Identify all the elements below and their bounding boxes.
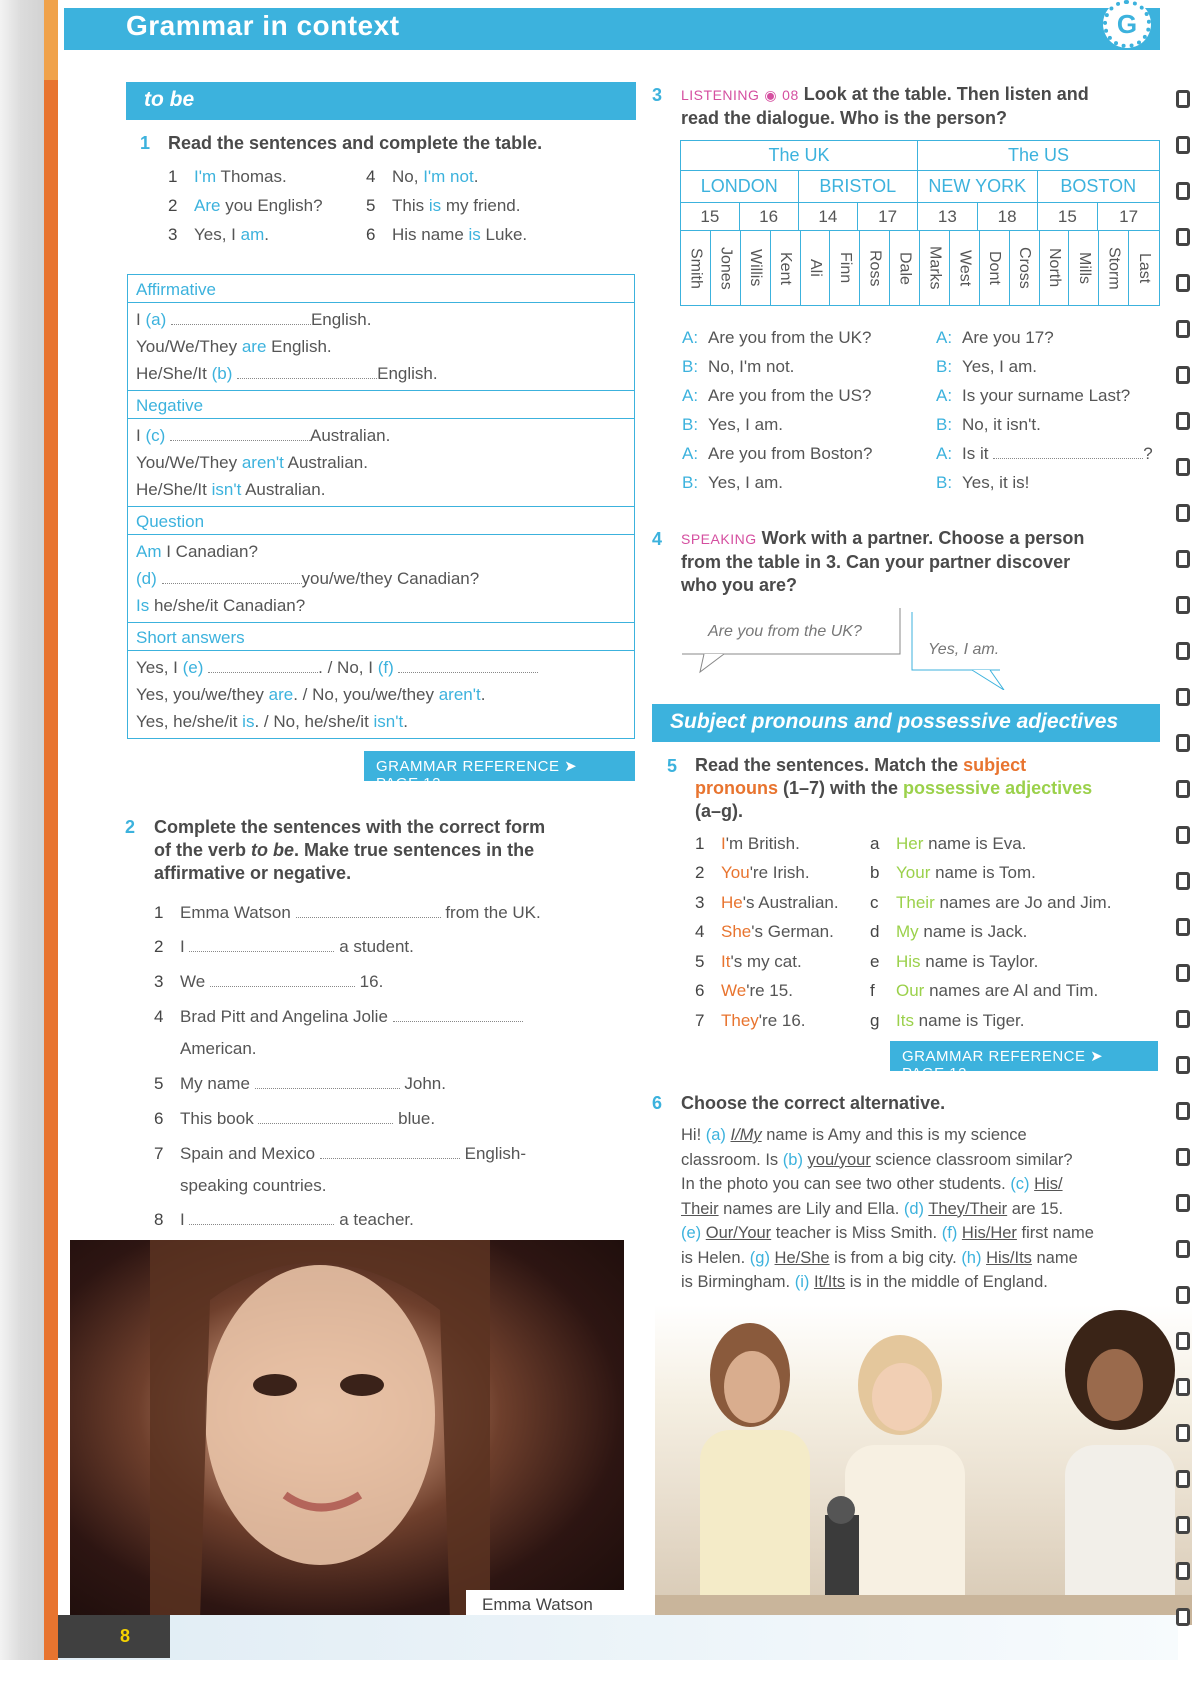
- table-heading-affirmative: Affirmative: [128, 275, 634, 303]
- ex6-text-segment: first name: [1016, 1224, 1094, 1242]
- binding-ring: [1176, 688, 1190, 706]
- photo-caption: Emma Watson: [466, 1590, 624, 1620]
- surname-cell: Smith: [681, 231, 711, 305]
- city-london: LONDON: [681, 171, 799, 202]
- listening-label: LISTENING: [681, 87, 760, 103]
- surname-cell: North: [1040, 231, 1070, 305]
- ex6-text-segment: is Helen.: [681, 1248, 750, 1267]
- neg-row-3: He/She/It isn't Australian.: [136, 480, 326, 499]
- ex5-left-2: 2 You're Irish.: [695, 863, 810, 882]
- binding-ring: [1176, 826, 1190, 844]
- ex6-line: [681, 1197, 1161, 1222]
- alternative-choice[interactable]: His/Her: [961, 1224, 1017, 1242]
- exercise-3-number: 3: [652, 85, 663, 105]
- gap-letter: (h): [961, 1248, 987, 1267]
- s-row-1: Yes, I (e) . / No, I (f): [136, 654, 626, 681]
- grammar-reference-link-2[interactable]: GRAMMAR REFERENCE ➤ PAGE 12: [890, 1041, 1158, 1071]
- binding-ring: [1176, 182, 1190, 200]
- table-heading-question: Question: [128, 507, 634, 535]
- exercise-1-instruction: Read the sentences and complete the table.: [168, 133, 543, 153]
- ex6-text-segment: name is Amy and this is my science: [761, 1126, 1027, 1144]
- exercise-4-instruction: SPEAKING Work with a partner. Choose a person from the table in 3. Can your partner discover who you are?: [681, 528, 1085, 595]
- ex2-item-3: 3 We 16.: [154, 972, 384, 991]
- dialogue-line: A: Are you from the US?: [682, 386, 872, 405]
- s-row-2: Yes, you/we/they are. / No, you/we/they aren't.: [136, 685, 486, 704]
- country-uk: The UK: [681, 141, 918, 170]
- gap-letter: (b): [782, 1150, 808, 1169]
- to-be-grammar-table: [127, 274, 635, 739]
- exercise-3-instruction: LISTENING ◉ 08 Look at the table. Then listen and read the dialogue. Who is the person?: [681, 84, 1089, 128]
- binding-ring: [1176, 964, 1190, 982]
- binding-ring: [1176, 1010, 1190, 1028]
- science-classroom-photo: [655, 1305, 1192, 1625]
- ex5-right-g: g Its name is Tiger.: [870, 1011, 1025, 1030]
- ex6-text-segment: classroom. Is: [681, 1150, 783, 1169]
- exercise-1-number: 1: [140, 133, 151, 153]
- ex6-text-segment: Hi!: [681, 1126, 706, 1144]
- neg-row-1: I (c) Australian.: [136, 426, 391, 445]
- ex1-item-3: 3 Yes, I am.: [168, 225, 269, 244]
- ex2-item-5: 5 My name John.: [154, 1074, 446, 1093]
- surname-cell: Jones: [711, 231, 741, 305]
- aff-row-1: I (a) English.: [136, 310, 372, 329]
- exercise-5-number: 5: [667, 756, 678, 776]
- ex5-right-c: c Their names are Jo and Jim.: [870, 893, 1112, 912]
- dialogue-line: A: Is it ?: [936, 444, 1153, 463]
- ex1-item-5: 5 This is my friend.: [366, 196, 521, 215]
- dialogue-line: A: Are you from the UK?: [682, 328, 872, 347]
- ex6-text-segment: is Birmingham.: [681, 1273, 795, 1291]
- dialogue-line: B: Yes, I am.: [682, 415, 783, 434]
- gap-letter: (f): [941, 1224, 962, 1242]
- dialogue-line: B: Yes, it is!: [936, 473, 1030, 492]
- ex6-text-segment: name: [1031, 1248, 1078, 1267]
- binding-ring: [1176, 366, 1190, 384]
- aff-row-3: He/She/It (b) English.: [136, 364, 438, 383]
- page-footer: [58, 1615, 1178, 1660]
- table-heading-short-answers: Short answers: [128, 623, 634, 651]
- surname-cell: Storm: [1099, 231, 1129, 305]
- age-cell: 16: [740, 203, 799, 230]
- ex1-item-1: 1 I'm Thomas.: [168, 167, 287, 186]
- binding-ring: [1176, 320, 1190, 338]
- speech-bubble-b: Yes, I am.: [928, 641, 1000, 658]
- city-new-york: NEW YORK: [918, 171, 1038, 202]
- ex2-item-6: 6 This book blue.: [154, 1109, 436, 1128]
- age-cell: 15: [681, 203, 740, 230]
- exercise-2-instruction: Complete the sentences with the correct form of the verb to be. Make true sentences in the affirmative or negative.: [154, 817, 546, 883]
- ex5-left-7: 7 They're 16.: [695, 1011, 806, 1030]
- age-cell: 14: [799, 203, 859, 230]
- binding-ring: [1176, 504, 1190, 522]
- speaking-label: SPEAKING: [681, 531, 757, 547]
- dialogue-line: B: No, it isn't.: [936, 415, 1041, 434]
- surname-cell: West: [950, 231, 980, 305]
- surname-cell: Finn: [830, 231, 860, 305]
- table-short-answer-rows: [128, 651, 634, 738]
- classroom-illustration: [655, 1305, 1192, 1625]
- exercise-6-number: 6: [652, 1093, 663, 1113]
- grammar-badge-icon: G: [1103, 0, 1151, 48]
- city-bristol: BRISTOL: [799, 171, 919, 202]
- ex5-right-a: a Her name is Eva.: [870, 834, 1027, 853]
- ex5-right-f: f Our names are Al and Tim.: [870, 981, 1099, 1000]
- ex5-right-d: d My name is Jack.: [870, 922, 1028, 941]
- ex2-item-1: 1 Emma Watson from the UK.: [154, 903, 541, 922]
- page-title: Grammar in context: [126, 10, 400, 41]
- binding-ring: [1176, 1332, 1190, 1350]
- alternative-choice[interactable]: It/Its: [813, 1273, 846, 1291]
- alternative-choice[interactable]: They/Their: [928, 1199, 1008, 1218]
- ex5-left-1: 1 I'm British.: [695, 834, 800, 853]
- surname-cell: Ali: [801, 231, 831, 305]
- binding-ring: [1176, 734, 1190, 752]
- country-us: The US: [1007, 145, 1070, 165]
- exercise-5-instruction: Read the sentences. Match the subject pronouns (1–7) with the possessive adjectives (a–g).: [695, 755, 1093, 821]
- binding-ring: [1176, 596, 1190, 614]
- dialogue-line: B: Yes, I am.: [936, 357, 1037, 376]
- binding-ring: [1176, 136, 1190, 154]
- grammar-reference-link-1[interactable]: GRAMMAR REFERENCE ➤ PAGE 12: [364, 751, 635, 781]
- age-cell: 18: [978, 203, 1038, 230]
- table-negative-rows: [128, 419, 634, 507]
- ex6-line: [681, 1221, 1161, 1246]
- exercise-4-number: 4: [652, 529, 663, 549]
- ex2-item-4: 4 Brad Pitt and Angelina Jolie: [154, 1007, 523, 1027]
- dialogue-line: A: Is your surname Last?: [936, 386, 1131, 405]
- ex2-item-2: 2 I a student.: [154, 937, 414, 956]
- ex6-line: [681, 1172, 1161, 1197]
- emma-watson-photo: [70, 1240, 624, 1620]
- ex6-line: [681, 1270, 1161, 1295]
- binding-ring: [1176, 228, 1190, 246]
- country-row: [681, 141, 1159, 171]
- binding-ring: [1176, 1240, 1190, 1258]
- speech-bubble-a: Are you from the UK?: [708, 623, 862, 640]
- dialogue-line: B: No, I'm not.: [682, 357, 795, 376]
- alternative-choice[interactable]: His/: [1034, 1175, 1063, 1193]
- ex6-line: [681, 1246, 1161, 1271]
- ex6-text-segment: In the photo you can see two other students.: [681, 1175, 1011, 1193]
- alternative-choice[interactable]: Our/Your: [705, 1224, 772, 1242]
- ex5-left-5: 5 It's my cat.: [695, 952, 802, 971]
- page-number: 8: [58, 1615, 170, 1658]
- s-row-3: Yes, he/she/it is. / No, he/she/it isn't.: [136, 712, 408, 731]
- ex5-left-3: 3 He's Australian.: [695, 893, 839, 912]
- binding-ring: [1176, 1516, 1190, 1534]
- binding-ring: [1176, 412, 1190, 430]
- binding-ring: [1176, 1378, 1190, 1396]
- surname-cell: Marks: [920, 231, 950, 305]
- binding-ring: [1176, 1424, 1190, 1442]
- ex6-line: [681, 1148, 1161, 1173]
- ex2-item-7: 7 Spain and Mexico English-: [154, 1144, 527, 1163]
- ex2-item-8: 8 I a teacher.: [154, 1210, 414, 1229]
- ex1-item-2: 2 Are you English?: [168, 196, 323, 215]
- surname-cell: Ross: [860, 231, 890, 305]
- ex5-right-e: e His name is Taylor.: [870, 952, 1039, 971]
- q-row-3: Is he/she/it Canadian?: [136, 596, 306, 615]
- binding-ring: [1176, 1102, 1190, 1120]
- neg-row-2: You/We/They aren't Australian.: [136, 453, 368, 472]
- age-cell: 15: [1038, 203, 1099, 230]
- alternative-choice[interactable]: Their: [681, 1199, 719, 1218]
- ex6-text-segment[interactable]: I/My: [730, 1126, 762, 1144]
- surname-cell: Cross: [1010, 231, 1040, 305]
- binding-ring: [1176, 642, 1190, 660]
- q-row-2: (d) you/we/they Canadian?: [136, 569, 480, 588]
- gap-letter: (e): [681, 1224, 706, 1242]
- gap-letter: (c): [1010, 1175, 1035, 1193]
- city-boston: BOSTON: [1060, 176, 1137, 196]
- gap-letter: (g): [749, 1248, 775, 1267]
- gap-letter: (a): [705, 1126, 731, 1144]
- binding-ring: [1176, 1056, 1190, 1074]
- ex6-text-segment: is in the middle of England.: [845, 1273, 1048, 1291]
- alternative-choice[interactable]: you/your: [807, 1150, 871, 1169]
- name-row: [681, 231, 1159, 305]
- track-number: 08: [782, 87, 799, 103]
- age-cell: 17: [1119, 207, 1139, 226]
- alternative-choice[interactable]: He/She: [774, 1248, 830, 1267]
- surname-cell: Willis: [741, 231, 771, 305]
- binding-ring: [1176, 1286, 1190, 1304]
- binding-ring: [1176, 90, 1190, 108]
- side-color-band-top: [44, 0, 58, 80]
- page-header: [64, 8, 1160, 50]
- binding-ring: [1176, 1470, 1190, 1488]
- surname-cell: Last: [1136, 252, 1154, 284]
- ex1-item-4: 4 No, I'm not.: [366, 167, 479, 186]
- exercise-2-number: 2: [125, 817, 136, 837]
- age-cell: 13: [918, 203, 978, 230]
- binding-ring: [1176, 274, 1190, 292]
- binding-ring: [1176, 780, 1190, 798]
- dialogue-line: A: Are you 17?: [936, 328, 1054, 347]
- binding-ring: [1176, 1194, 1190, 1212]
- table-question-rows: [128, 535, 634, 623]
- binding-ring: [1176, 918, 1190, 936]
- side-color-band: [44, 0, 58, 1660]
- q-row-1: Am I Canadian?: [136, 542, 258, 561]
- table-heading-negative: Negative: [128, 391, 634, 419]
- ex5-left-6: 6 We're 15.: [695, 981, 793, 1000]
- table-affirmative-rows: [128, 303, 634, 391]
- surname-cell: Dont: [980, 231, 1010, 305]
- ex6-line: [681, 1123, 1161, 1148]
- ex6-text-segment: is from a big city.: [829, 1248, 962, 1267]
- city-row: [681, 171, 1159, 203]
- dialogue-left: [682, 323, 872, 497]
- surname-cell: Kent: [771, 231, 801, 305]
- ex1-item-6: 6 His name is Luke.: [366, 225, 528, 244]
- gap-letter: (d): [903, 1199, 929, 1218]
- binding-ring: [1176, 1608, 1190, 1626]
- ex6-text-segment: science classroom similar?: [870, 1150, 1073, 1169]
- binding-ring: [1176, 1148, 1190, 1166]
- ex5-left-4: 4 She's German.: [695, 922, 834, 941]
- surname-cell: Mills: [1069, 231, 1099, 305]
- dialogue-right: [936, 323, 1153, 497]
- portrait-illustration: [70, 1240, 624, 1620]
- ex6-text-segment: names are Lily and Ella.: [718, 1199, 904, 1218]
- ex6-text-segment: teacher is Miss Smith.: [771, 1224, 942, 1242]
- audio-track-icon: ◉: [764, 87, 778, 103]
- binding-ring: [1176, 1562, 1190, 1580]
- section-title-pronouns: Subject pronouns and possessive adjectives: [652, 704, 1160, 742]
- ex5-right-b: b Your name is Tom.: [870, 863, 1036, 882]
- binding-ring: [1176, 872, 1190, 890]
- ex6-text-segment: are 15.: [1007, 1199, 1064, 1218]
- people-table: [680, 140, 1160, 306]
- surname-cell: Dale: [890, 231, 920, 305]
- age-cell: 17: [858, 203, 918, 230]
- binding-ring: [1176, 458, 1190, 476]
- ex2-item-4-cont: American.: [180, 1039, 257, 1058]
- gap-letter: (i): [794, 1273, 814, 1291]
- aff-row-2: You/We/They are English.: [136, 337, 332, 356]
- dialogue-line: A: Are you from Boston?: [682, 444, 873, 463]
- alternative-choice[interactable]: His/Its: [986, 1248, 1032, 1267]
- ex2-item-7-cont: speaking countries.: [180, 1176, 327, 1195]
- exercise-6-instruction: Choose the correct alternative.: [681, 1093, 946, 1113]
- age-row: [681, 203, 1159, 231]
- section-title-to-be: to be: [126, 82, 636, 120]
- binding-ring: [1176, 550, 1190, 568]
- dialogue-line: B: Yes, I am.: [682, 473, 783, 492]
- exercise-6-paragraph: [681, 1123, 1161, 1295]
